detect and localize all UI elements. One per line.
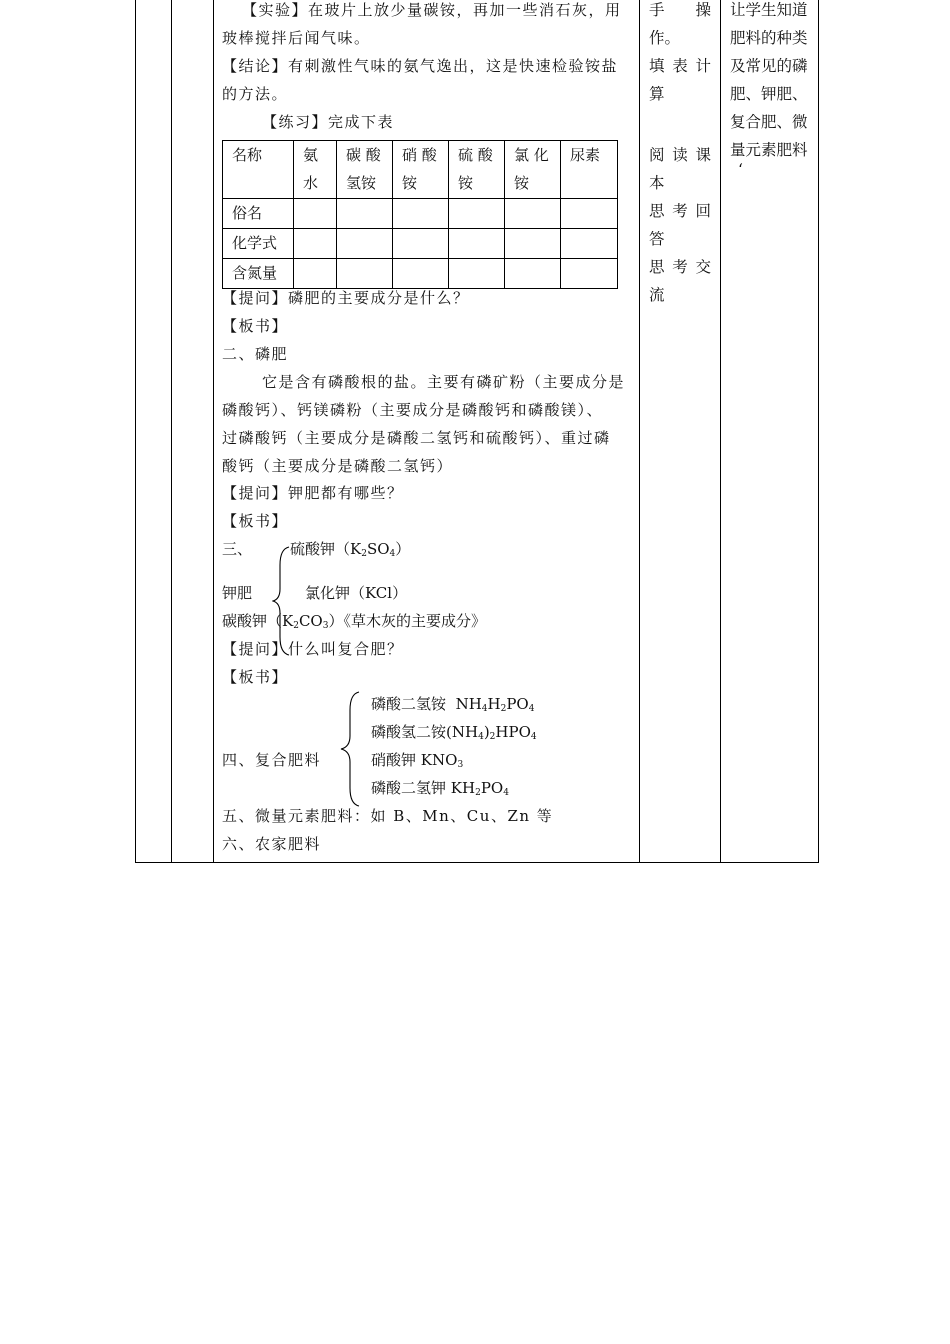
section-5-line: 五、微量元素肥料：如 B、Mn、Cu、Zn 等 bbox=[222, 807, 554, 825]
table-divider-1 bbox=[171, 0, 172, 863]
table-cell[interactable] bbox=[505, 259, 561, 289]
experiment-line-2: 玻棒搅拌后闻气味。 bbox=[222, 29, 371, 47]
activity-line: 作。 bbox=[649, 29, 681, 47]
intent-line: 肥、钾肥、 bbox=[730, 85, 808, 103]
table-cell[interactable] bbox=[449, 199, 505, 229]
table-row-label: 俗名 bbox=[223, 199, 294, 229]
potash-label: 钾肥 bbox=[222, 584, 253, 602]
question-potash: 【提问】钾肥都有哪些？ bbox=[222, 484, 404, 502]
board-label-3: 【板书】 bbox=[222, 668, 289, 686]
table-row bbox=[223, 199, 618, 229]
table-divider-3 bbox=[639, 0, 640, 863]
question-label: 【提问】 bbox=[222, 484, 289, 502]
intent-line: 肥料的种类 bbox=[730, 29, 808, 47]
question-label: 【提问】 bbox=[222, 640, 289, 658]
experiment-line-1: 【实验】在玻片上放少量碳铵，再加一些消石灰，用 bbox=[242, 1, 622, 19]
compound-brace bbox=[338, 690, 362, 808]
table-cell[interactable] bbox=[393, 199, 449, 229]
intent-line: 量元素肥料 bbox=[730, 141, 808, 159]
table-cell[interactable] bbox=[393, 229, 449, 259]
board-label-2: 【板书】 bbox=[222, 512, 289, 530]
table-cell[interactable] bbox=[561, 229, 618, 259]
table-row-label: 含氮量 bbox=[223, 259, 294, 289]
table-cell[interactable] bbox=[337, 229, 393, 259]
compound-item: 磷酸二氢铵 $NH_4H_2PO_4$ bbox=[371, 695, 535, 714]
compound-item: 硝酸钾 $KNO_3$ bbox=[371, 751, 464, 770]
table-cell[interactable] bbox=[337, 199, 393, 229]
compound-item: 磷酸二氢钾 $KH_2PO_4$ bbox=[371, 779, 509, 798]
table-header-cell: 硝 酸 铵 bbox=[393, 141, 449, 199]
question-label: 【提问】 bbox=[222, 289, 289, 307]
intent-line: 让学生知道 bbox=[730, 1, 808, 19]
potash-item-k2so4: 硫酸钾$(K_2SO_4)$ bbox=[290, 540, 411, 559]
question-phosphate: 【提问】磷肥的主要成分是什么？ bbox=[222, 289, 470, 307]
conclusion-line-2: 的方法。 bbox=[222, 85, 289, 103]
compound-item: 磷酸氢二铵$(NH_4)_2HPO_4$ bbox=[371, 723, 537, 742]
table-header-cell: 硫 酸 铵 bbox=[449, 141, 505, 199]
section-2-title: 二、磷肥 bbox=[222, 345, 289, 363]
table-header-row bbox=[223, 141, 618, 199]
table-header-cell: 碳 酸 氢铵 bbox=[337, 141, 393, 199]
table-divider-2 bbox=[213, 0, 214, 863]
table-row-label: 化学式 bbox=[223, 229, 294, 259]
activity-line: 思 考 交 bbox=[649, 258, 711, 276]
table-border-bottom bbox=[135, 862, 819, 863]
table-cell[interactable] bbox=[505, 229, 561, 259]
table-divider-4 bbox=[720, 0, 721, 863]
question-compound: 【提问】什么叫复合肥？ bbox=[222, 640, 404, 658]
table-header-cell: 名称 bbox=[223, 141, 294, 199]
table-cell[interactable] bbox=[449, 259, 505, 289]
table-header-cell: 氨 水 bbox=[294, 141, 337, 199]
experiment-label: 【实验】 bbox=[242, 1, 309, 19]
table-cell[interactable] bbox=[337, 259, 393, 289]
table-cell[interactable] bbox=[393, 259, 449, 289]
conclusion-line-1: 【结论】有刺激性气味的氨气逸出，这是快速检验铵盐 bbox=[222, 57, 619, 75]
section-3-number: 三、 bbox=[222, 540, 253, 558]
section-4-title: 四、复合肥料 bbox=[222, 751, 322, 769]
activity-line: 填 表 计 bbox=[649, 57, 711, 75]
table-row bbox=[223, 259, 618, 289]
exercise-label: 【练习】 bbox=[262, 113, 329, 131]
phosphate-text-line-2: 磷酸钙）、钙镁磷粉（主要成分是磷酸钙和磷酸镁）、 bbox=[222, 401, 604, 419]
activity-line: 思 考 回 bbox=[649, 202, 711, 220]
intent-line: ‘ bbox=[738, 161, 743, 179]
table-header-cell: 尿素 bbox=[561, 141, 618, 199]
table-cell[interactable] bbox=[294, 199, 337, 229]
table-cell[interactable] bbox=[294, 229, 337, 259]
table-cell[interactable] bbox=[561, 259, 618, 289]
board-label-1: 【板书】 bbox=[222, 317, 289, 335]
activity-line: 阅 读 课 bbox=[649, 146, 711, 164]
activity-line: 手 操 bbox=[649, 1, 711, 19]
table-cell[interactable] bbox=[561, 199, 618, 229]
table-header-cell: 氯 化 铵 bbox=[505, 141, 561, 199]
potash-item-k2co3: 碳酸钾$(K_2CO_3)$《草木灰的主要成分》 bbox=[222, 612, 486, 631]
fertilizer-exercise-table bbox=[222, 140, 618, 289]
activity-line: 本 bbox=[649, 174, 665, 192]
table-row bbox=[223, 229, 618, 259]
conclusion-label: 【结论】 bbox=[222, 57, 289, 75]
phosphate-text-line-1: 它是含有磷酸根的盐。主要有磷矿粉（主要成分是 bbox=[262, 373, 626, 391]
table-cell[interactable] bbox=[505, 199, 561, 229]
phosphate-text-line-3: 过磷酸钙（主要成分是磷酸二氢钙和硫酸钙）、重过磷 bbox=[222, 429, 611, 447]
table-cell[interactable] bbox=[294, 259, 337, 289]
activity-line: 算 bbox=[649, 85, 665, 103]
table-border-left bbox=[135, 0, 136, 863]
exercise-line: 【练习】完成下表 bbox=[262, 113, 395, 131]
activity-line: 答 bbox=[649, 230, 665, 248]
table-border-right bbox=[818, 0, 819, 863]
section-6-line: 六、农家肥料 bbox=[222, 835, 322, 853]
activity-line: 流 bbox=[649, 286, 665, 304]
table-cell[interactable] bbox=[449, 229, 505, 259]
phosphate-text-line-4: 酸钙（主要成分是磷酸二氢钙） bbox=[222, 457, 454, 475]
potash-item-kcl: 氯化钾（KCl） bbox=[305, 584, 408, 602]
intent-line: 及常见的磷 bbox=[730, 57, 808, 75]
intent-line: 复合肥、微 bbox=[730, 113, 808, 131]
